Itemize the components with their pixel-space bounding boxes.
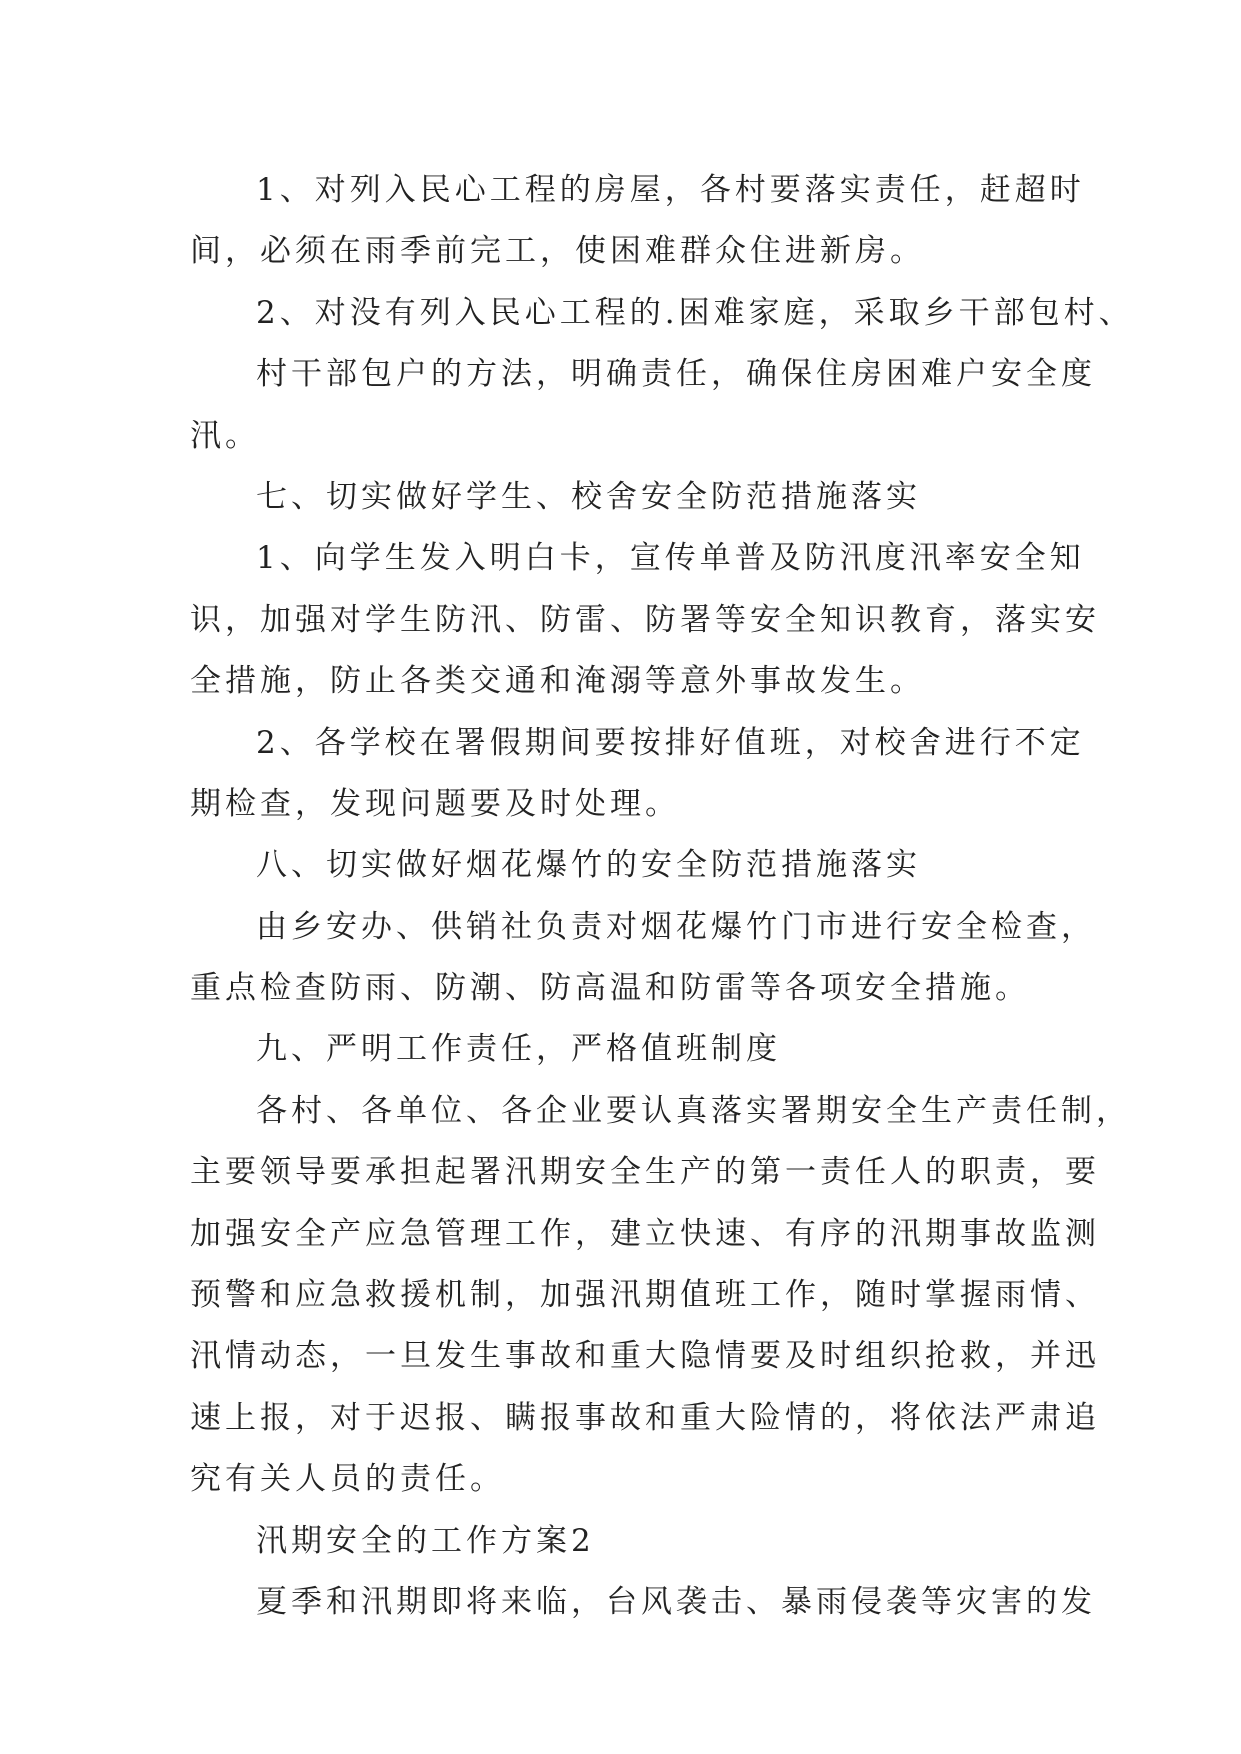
text-line: 全措施，防止各类交通和淹溺等意外事故发生。 [190,663,925,700]
document-body [190,160,1134,1633]
text-line: 速上报，对于迟报、瞒报事故和重大险情的，将依法严肃追 [190,1399,1100,1436]
text-line: 由乡安办、供销社负责对烟花爆竹门市进行安全检查， [256,908,1096,945]
text-line: 2、各学校在署假期间要按排好值班，对校舍进行不定 [256,724,1085,761]
text-line: 夏季和汛期即将来临，台风袭击、暴雨侵袭等灾害的发 [256,1583,1096,1620]
text-line: 汛情动态，一旦发生事故和重大隐情要及时组织抢救，并迅 [190,1338,1100,1375]
text-line: 主要领导要承担起署汛期安全生产的第一责任人的职责，要 [190,1154,1100,1191]
text-line: 间，必须在雨季前完工，使困难群众住进新房。 [190,233,925,270]
text-line: 村干部包户的方法，明确责任，确保住房困难户安全度 [256,356,1096,393]
text-line: 汛。 [190,417,260,454]
text-line: 1、对列入民心工程的房屋，各村要落实责任，赶超时 [256,172,1085,208]
section-heading: 八、切实做好烟花爆竹的安全防范措施落实 [256,847,921,884]
document-subtitle: 汛期安全的工作方案2 [256,1522,595,1559]
section-heading: 七、切实做好学生、校舍安全防范措施落实 [256,478,921,515]
text-line: 预警和应急救援机制，加强汛期值班工作，随时掌握雨情、 [190,1277,1100,1314]
text-line: 识，加强对学生防汛、防雷、防署等安全知识教育，落实安 [190,601,1100,638]
section-heading: 九、严明工作责任，严格值班制度 [256,1031,781,1068]
text-line: 2、对没有列入民心工程的.困难家庭，采取乡干部包村、 [256,294,1134,331]
text-line: 1、向学生发入明白卡，宣传单普及防汛度汛率安全知 [256,540,1085,577]
text-line: 加强安全产应急管理工作，建立快速、有序的汛期事故监测 [190,1215,1100,1252]
text-line: 究有关人员的责任。 [190,1461,505,1498]
text-line: 各村、各单位、各企业要认真落实署期安全生产责任制， [256,1092,1131,1129]
text-line: 期检查，发现问题要及时处理。 [190,785,680,822]
text-line: 重点检查防雨、防潮、防高温和防雷等各项安全措施。 [190,970,1030,1007]
